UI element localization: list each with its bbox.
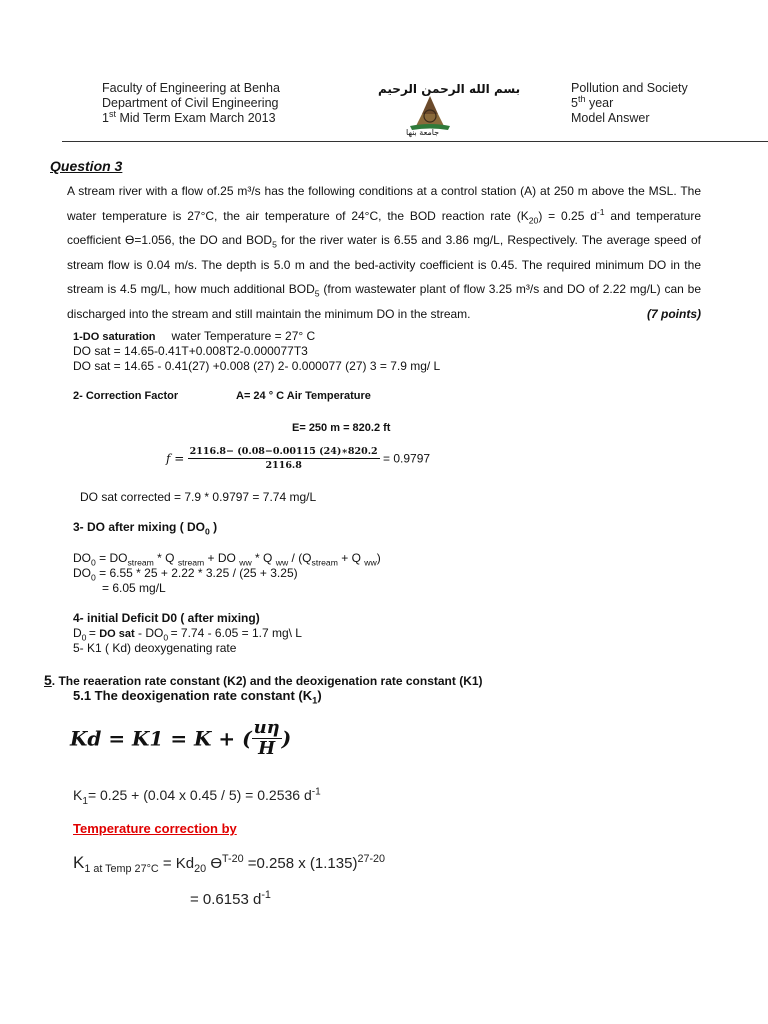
initial-deficit-calc: $D_0$ = DO sat - $DO_0 = 7.74 - 6.05 = 1.7$ mg\ L [73,626,302,643]
step4-label: 4- initial Deficit D0 ( after mixing) [73,611,260,625]
do-sat-calc: DO sat = 14.65 - 0.41(27) +0.008 (27) 2- 0.000077 (27) 3 = 7.9 mg/ L [73,359,441,373]
do-sat-formula: DO sat = 14.65-0.41T+0.008T2-0.000077T3 [73,344,308,358]
do-mixing-formula: $DO_0 = DO_{stream} * Q$ $_{stream}$ + DO $_{ww}$ * Q $_{ww} / (Q_{stream} + Q$ $_{ww}$) [73,551,381,568]
k1-label: 5- K1 ( Kd) deoxygenating rate [73,641,237,655]
logo-caption: جامعة بنها [406,128,440,137]
course-name: Pollution and Society [571,81,688,95]
points-label: (7 points) [647,306,701,321]
correction-factor-formula: f = $\frac{2116.8- (0.08-0.00115 (24)∗820.2}{2116.8}$ = 0.9797 [166,446,431,471]
section51-title: 5.1 The deoxigenation rate constant $(K_1)$ [73,688,322,706]
exam-title: 1st Mid Term Exam March 2013 [102,108,276,125]
section5-title: 5. The reaeration rate constant (K2) and the deoxigenation rate constant (K1) [44,672,483,688]
faculty-name: Faculty of Engineering at Benha [102,81,280,95]
basmala-text: بسم الله الرحمن الرحيم [378,82,521,96]
step1-line: 1-DO saturation water Temperature = 27° C [73,329,316,343]
air-temp: A= 24 ° C Air Temperature [236,390,371,402]
header-rule [62,141,768,142]
step2-label: 2- Correction Factor [73,390,179,402]
department-name: Department of Civil Engineering [102,96,279,110]
question-text: A stream river with a flow of.25 m³/s has the following conditions at a control station (A) at 250 m above the MSL. The water temperature is 27°C, the air temperature of 24°C, the BOD reaction rate $(K_{20}) = 0.25$ $d^{-1}$ and temperature coefficient ϴ=1.056, the DO and $BOD_5$ for the river water is 6.55 and 3.86 mg/L, Respectively. The average speed of stream flow is 0.04 m/s. The depth is 5.0 m and the bed-activity coefficient is 0.45. The required minimum DO in the stream is 4.5 mg/L, how much additional $BOD_5$ (from wastewater plant of flow 3.25 m³/s and DO of 2.22 mg/L) can be discharged into the stream and still maintain the minimum DO in the stream. (7 points) [67,179,701,327]
do-sat-corrected: DO sat corrected = 7.9 * 0.9797 = 7.74 mg/L [80,490,317,504]
k1-corrected-result: = 0.6153 $d^{-1}$ [190,889,271,908]
step3-label: 3- DO after mixing ( $DO_0$ ) [73,520,218,537]
elevation: E= 250 m = 820.2 ft [292,422,391,434]
year-label: 5th year [571,93,614,110]
temperature-correction-label: Temperature correction by [73,821,237,836]
k1-calc: $K_1= 0.25 + (0.04$ x 0.45 / 5) = 0.2536 $d^{-1}$ [73,786,321,807]
question-title: Question 3 [50,158,123,174]
deoxygenation-equation: Kd = K1 = K + ( $\frac{u\eta}{H}$ ) [70,717,292,759]
do-mixing-calc: $DO_0 = 6.55 * 25 + 2.22 * 3.25 / (25 + 3.25)$ [73,566,298,583]
temperature-correction-calc: $K_{1 at Temp 27^\circ C} = Kd_{20}$ $ϴ^{T-20} =0.258$ x $(1.135)^{27-20}$ [73,853,386,875]
model-answer-label: Model Answer [571,111,650,125]
do-mixing-result: = 6.05 mg/L [102,581,166,595]
